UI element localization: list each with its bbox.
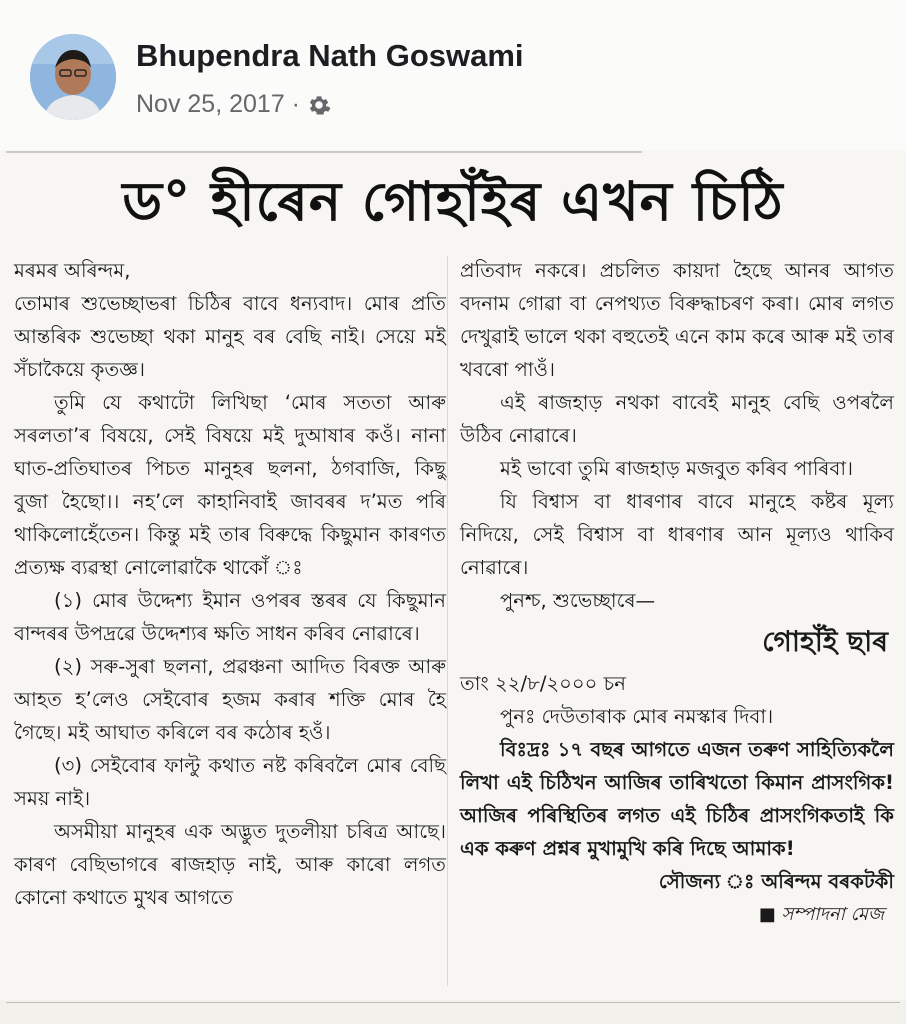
letter-paragraph: তুমি যে কথাটো লিখিছা ‘মোৰ সততা আৰু সৰলতা’ৰ বিষয়ে, সেই বিষয়ে মই দুআষাৰ কওঁ। নানা ঘাত-প্ৰতিঘাতৰ পিচত মানুহৰ ছলনা, ঠগবাজি, কিছু বুজা হৈছো।। নহ’লে কাহানিবাই জাবৰৰ দ’মত পৰি থাকিলোহেঁতেন। কিন্তু মই তাৰ বিৰুদ্ধে কিছুমান কাৰণত প্ৰত্যক্ষ ব্যৱস্থা নোলোৱাকৈ থাকোঁ ঃ xyxy=(14,391,446,579)
header-divider xyxy=(6,151,642,153)
letter-paragraph: এই ৰাজহাড় নথকা বাবেই মানুহ বেছি ওপৰলৈ উঠিব নোৱাৰে। xyxy=(460,391,894,447)
editor-note: বিঃদ্ৰঃ ১৭ বছৰ আগতে এজন তৰুণ সাহিত্যিকলৈ লিখা এই চিঠিখন আজিৰ তাৰিখতো কিমান প্ৰাসংগিক! আজিৰ পৰিস্থিতিৰ লগত এই চিঠিৰ প্ৰাসংগিকতাই কি এক কৰুণ প্ৰশ্নৰ মুখামুখি কৰি দিছে আমাক! xyxy=(460,738,894,860)
post-meta xyxy=(136,90,332,119)
column-rule xyxy=(447,256,448,986)
editorial-desk: ■ সম্পাদনা মেজ xyxy=(758,904,884,925)
letter-paragraph: অসমীয়া মানুহৰ এক অদ্ভুত দুতলীয়া চৰিত্ৰ আছে। কাৰণ বেছিভাগৰে ৰাজহাড় নাই, আৰু কাৰো লগত কোনো কথাতে মুখৰ আগতে xyxy=(14,820,446,909)
clipping-edge xyxy=(0,1000,906,1024)
letter-paragraph: (২) সৰু-সুৰা ছলনা, প্ৰৱঞ্চনা আদিত বিৰক্ত আৰু আহত হ’লেও সেইবোৰ হজম কৰাৰ শক্তি মোৰ হৈ গৈছে। মই আঘাত কৰিলে বৰ কঠোৰ হওঁ। xyxy=(14,655,446,744)
courtesy-credit: সৌজন্য ঃ অৰিন্দম বৰকটকী xyxy=(658,870,894,893)
letter-salutation: মৰমৰ অৰিন্দম, xyxy=(14,259,131,282)
letter-paragraph: তোমাৰ শুভেচ্ছাভৰা চিঠিৰ বাবে ধন্যবাদ। মোৰ প্ৰতি আন্তৰিক শুভেচ্ছা থকা মানুহ বৰ বেছি নাই। সেয়ে মই সঁচাকৈয়ে কৃতজ্ঞ। xyxy=(14,292,446,381)
gear-icon[interactable] xyxy=(306,92,332,118)
letter-date: তাং ২২/৮/২০০০ চন xyxy=(460,672,626,695)
letter-paragraph: (১) মোৰ উদ্দেশ্য ইমান ওপৰৰ স্তৰৰ যে কিছুমান বান্দৰৰ উপদ্ৰৱে উদ্দেশ্যৰ ক্ষতি সাধন কৰিব নোৱাৰে। xyxy=(14,589,446,645)
author-avatar[interactable] xyxy=(30,34,116,120)
letter-paragraph: প্ৰতিবাদ নকৰে। প্ৰচলিত কায়দা হৈছে আনৰ আগত বদনাম গোৱা বা নেপথ্যত বিৰুদ্ধাচৰণ কৰা। মোৰ লগত দেখুৱাই ভালে থকা বহুতেই এনে কাম কৰে আৰু মই তাৰ খবৰো পাওঁ। xyxy=(460,259,894,381)
letter-paragraph: (৩) সেইবোৰ ফাল্টু কথাত নষ্ট কৰিবলৈ মোৰ বেছি সময় নাই। xyxy=(14,754,446,810)
article-column-right xyxy=(460,254,894,931)
clipping-bottom-rule xyxy=(6,1002,900,1003)
post-header xyxy=(0,0,906,150)
article-headline: ড° হীৰেন গোহাঁইৰ এখন চিঠি xyxy=(122,170,784,233)
letter-postscript-2: পুনঃ দেউতাৰাক মোৰ নমস্কাৰ দিবা। xyxy=(500,705,774,728)
letter-signature: গোহাঁই ছাৰ xyxy=(762,625,888,658)
author-name[interactable]: Bhupendra Nath Goswami xyxy=(136,38,524,73)
letter-paragraph: মই ভাবো তুমি ৰাজহাড় মজবুত কৰিব পাৰিবা। xyxy=(500,457,854,480)
letter-paragraph: যি বিশ্বাস বা ধাৰণাৰ বাবে মানুহে কষ্টৰ মূল্য নিদিয়ে, সেই বিশ্বাস বা ধাৰণাৰ আন মূল্যও থাকিব নোৱাৰে। xyxy=(460,490,894,579)
post-date[interactable]: Nov 25, 2017 · xyxy=(136,90,300,118)
article-column-left xyxy=(14,254,446,914)
letter-postscript: পুনশ্চ, শুভেচ্ছাৰে— xyxy=(500,589,656,612)
